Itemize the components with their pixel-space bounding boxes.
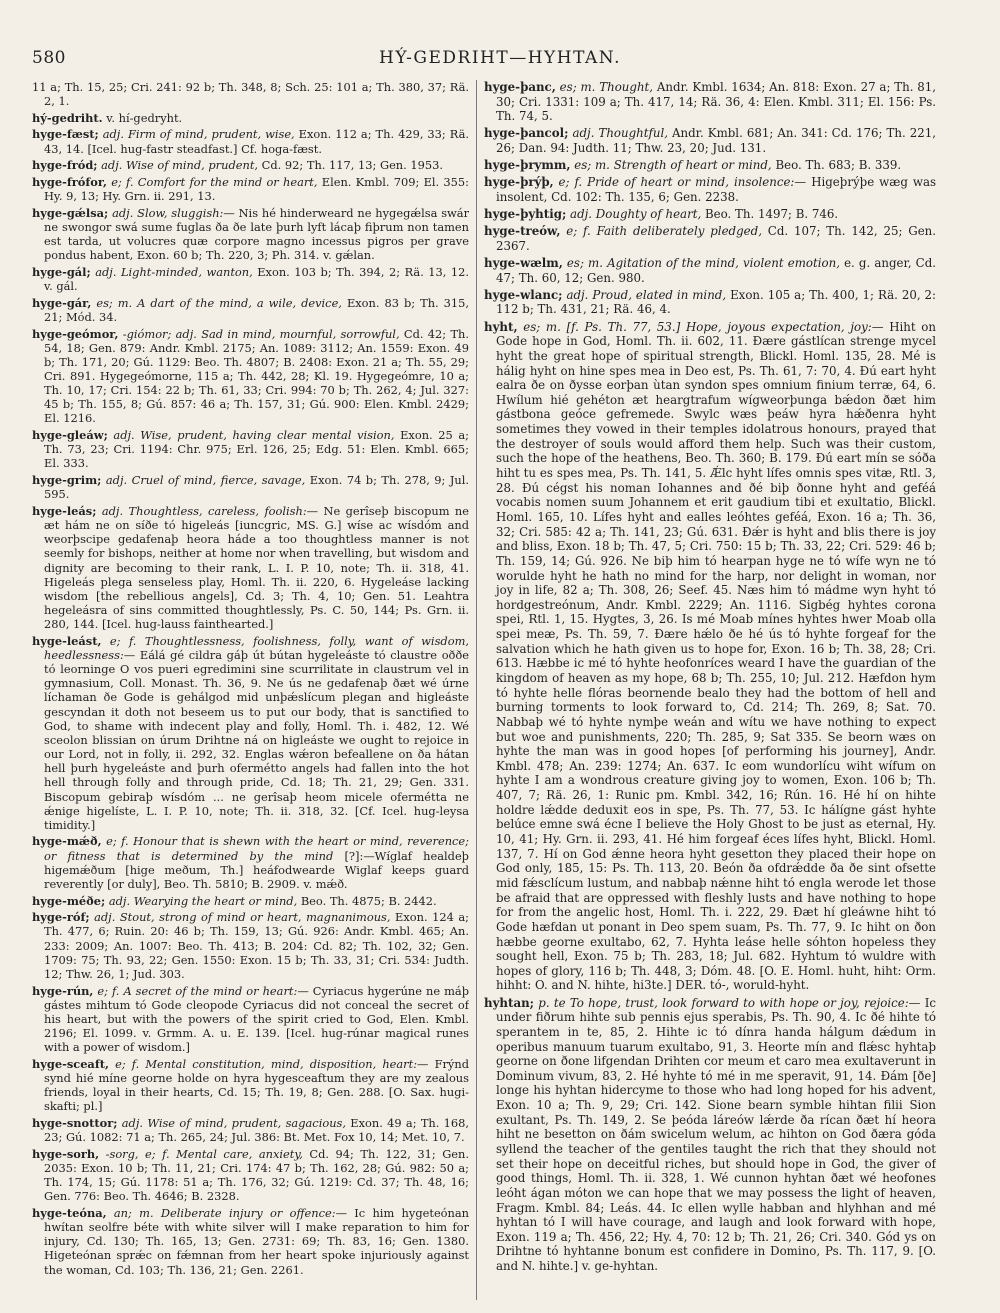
definition: Strength of heart or mind, <box>613 158 772 173</box>
definition: Doughty of heart, <box>595 207 702 222</box>
column-divider <box>476 80 477 1300</box>
dictionary-entry <box>484 320 936 993</box>
citations: Ic under fiðrum hihte sub pennis ejus sperabis, Ps. Th. 90, 4. Ic ðé hihte tó sperantem in te, 85, 2. Hihte ic tó dínra handa hálgum dǽdum in operibus manuum tuarum exultabo, 91, 3. Heorte mín and flǽsc hyhtaþ georne on ðone lifgendan Drihten cor meum et caro mea exultaverunt in Dominum vivum, 83, 2. Hé hyhte tó mé in me speravit, 91, 14. Ðám [ðe] longe his hyhtan hidercyme to those who had long hoped for his advent, Exon. 10 a; Th. 9, 29; Cri. 142. Sione bearn symble hihtan filii Sion exultant, Ps. Th. 149, 2. Se þeóda láreów lǽrde ða rícan ðæt hí heora hiht ne besetton on ðám swicelum welum, ac hihton on God ðæra góda syllend the teacher of the gentiles taught the rich that they should not set their hope on deceitful riches, but should hope in God, the giver of good things, Homl. Th. ii. 328, 1. Wé cunnon hyhtan ðæt wé heofones leóht ágan móton we can hope that we may possess the light of heaven, Fragm. Kmbl. 84; Leás. 44. Ic ellen wylle habban and hlyhhan and mé hyhtan tó I will have courage, and laugh and look forward with hope, Exon. 119 a; Th. 456, 22; Hy. 4, 70: 12 b; Th. 21, 26; Cri. 340. Gód ys on Drihtne tó hyhtanne bonum est confidere in Domino, Ps. Th. 117, 9. [O. and N. hihte.] v. ge-hyhtan. <box>496 995 936 1274</box>
grammar-note: e; f. <box>566 224 591 239</box>
grammar-note: an; m. <box>113 1205 154 1220</box>
citations: Frýnd synd hié míne georne holde on hyra hygesceaftum they are my zealous friends, loyal in their hearts, Cd. 15; Th. 19, 8; Gen. 288. [O. Sax. hugi-skafti; pl.] <box>44 1056 469 1114</box>
definition: Pride of heart or mind, insolence:— <box>587 175 807 190</box>
grammar-note: es; m. <box>96 295 133 310</box>
definition: Wise of mind, prudent, sagacious, <box>147 1115 346 1130</box>
headword: hyge-wælm, <box>484 256 563 271</box>
citations: Beo. Th. 683; B. 339. <box>775 158 902 173</box>
definition: Faith deliberately pledged, <box>596 224 762 239</box>
headword: hyge-fæst; <box>32 127 99 142</box>
definition: Deliberate injury or offence:— <box>160 1205 347 1220</box>
citations: Beo. Th. 4875; B. 2442. <box>300 893 437 908</box>
definition: A secret of the mind or heart:— <box>123 983 309 998</box>
grammar-note: adj. <box>566 287 589 302</box>
page-header <box>0 48 1000 76</box>
definition: Slow, sluggish:— <box>137 205 235 220</box>
dictionary-entry <box>32 175 469 203</box>
dictionary-entry <box>32 111 469 125</box>
grammar-note: e; f. <box>109 633 137 648</box>
citations: Exon. 105 a; Th. 400, 1; Rä. 20, 2: 112 b; Th. 431, 21; Rä. 46, 4. <box>496 287 936 317</box>
dictionary-entry <box>32 1057 469 1114</box>
definition: Wise of mind, prudent, <box>126 158 259 173</box>
citations: Andr. Kmbl. 681; An. 341: Cd. 176; Th. 221, 26; Dan. 94: Judth. 11; Thw. 23, 20; Jud. 131. <box>496 126 936 156</box>
dictionary-entry <box>32 296 469 324</box>
dictionary-entry <box>32 834 469 891</box>
citations: Cd. 107; Th. 142, 25; Gen. 2367. <box>496 224 936 253</box>
citations: Exon. 74 b; Th. 278, 9; Jul. 595. <box>44 473 469 502</box>
grammar-note: -sorg, e; f. <box>105 1146 170 1161</box>
headword: hyge-leás; <box>32 503 97 518</box>
dictionary-entry <box>32 158 469 172</box>
citations: Eálá gé cildra gáþ út bútan hygeleáste tó claustre oððe tó leorninge O vos pueri egredimini sine scurrilitate in claustrum vel in gymnasium, Coll. Monast. Th. 36, 9. Ne ús ne gedafenaþ ðæt wé úrne líchaman ðe Gode is gehálgod mid unþǽslícum plegan and higleáste gescyndan it doth not beseem us to put our body, that is sanctified to God, to shame with indecent play and folly, Homl. Th. i. 482, 12. Wé sceolon blissian on úrum Drihtne ná on higleáste we ought to rejoice in our Lord, not in folly, ii. 292, 32. Englas wǽron befeallene on ða hátan hell þurh hygeleáste and þurh ofermétto angels had fallen into the hot hell through folly and through pride, Cd. 18; Th. 21, 29; Gen. 331. Biscopum gebiraþ wísdóm ... ne gerîsaþ heom micele ofermétta ne ǽnige higelíste, L. I. P. 10, note; Th. ii. 318, 32. [Cf. Icel. hug-leysa timidity.] <box>44 647 469 832</box>
definition: Thought, <box>599 80 654 94</box>
grammar-note: adj. <box>95 264 117 279</box>
headword: hyge-snottor; <box>32 1115 118 1130</box>
headword: hyge-sceaft, <box>32 1056 109 1071</box>
citations: Nis hé hinderweard ne hygegǽlsa swár ne swongor swá sume fuglas ða ðe late þurh lyft lácaþ fiþrum non tamen est tarda, ut volucres quæ corpore magno incessus pigros per grave pondus habent, Exon. 60 b; Th. 220, 3; Ph. 314. v. gǽlan. <box>44 205 469 263</box>
dictionary-entry <box>32 327 469 426</box>
citations: 11 a; Th. 15, 25; Cri. 241: 92 b; Th. 348, 8; Sch. 25: 101 a; Th. 380, 37; Rä. 2, 1. <box>32 80 469 109</box>
definition: Sad in mind, mournful, sorrowful, <box>201 326 400 341</box>
headword: hyge-méðe; <box>32 893 106 908</box>
dictionary-entry <box>32 1147 469 1204</box>
headword: hyge-sorh, <box>32 1146 100 1161</box>
headword: hyge-fród; <box>32 158 98 173</box>
headword: hyge-rún, <box>32 983 94 998</box>
citations: Exon. 103 b; Th. 394, 2; Rä. 13, 12. v. gál. <box>44 264 469 294</box>
definition: Comfort for the mind or heart, <box>137 174 318 189</box>
citations: Hiht on Gode hope in God, Homl. Th. ii. 602, 11. Ðære gástlícan strenge mycel hyht the great hope of spiritual strength, Blickl. Homl. 135, 28. Mé is hálig hyht on hine spes mea in Deo est, Ps. Th. 61, 7: 70, 4. Ðú eart hyht ealra ðe on ðysse eorþan ùtan syndon spes omnium finium terræ, 64, 6. Hwílum hié gehéton æt heargtrafum wígweorþunga bǽdon ðæt him gástbona geóce gefremede. Swylc wæs þeáw hyra hǽðenra hyht sometimes they vowed in their temples idolatrous honours, prayed that the destroyer of souls would afford them help. Such was their custom, such the hope of the heathens, Beo. Th. 360; B. 179. Ðú eart mín se sóða hiht tu es spes mea, Ps. Th. 141, 5. Ǽlc hyht lífes omnis spes vitæ, Rtl. 3, 28. Ðú cégst his noman Iohannes and ðé biþ ðonne hyht and geféá vocabis nomen suum Johannem et erit gaudium tibi et exultatio, Blickl. Homl. 165, 10. Lífes hyht and ealles leóhtes geféá, Exon. 16 a; Th. 36, 32; Cri. 585: 42 a; Th. 141, 23; Gú. 631. Ðǽr is hyht and blis there is joy and bliss, Exon. 18 b; Th. 47, 5; Cri. 750: 15 b; Th. 33, 22; Cri. 529: 46 b; Th. 159, 14; Gú. 926. Ne biþ him tó hearpan hyge ne tó wífe wyn ne tó worulde hyht he hath no mind for the harp, nor delight in woman, nor joy in life, 82 a; Th. 308, 26; Seef. 45. Næs him tó mádme wyn hyht tó hordgestreónum, Andr. Kmbl. 2229; An. 1116. Sigbég hyhtes corona spei, Rtl. 1, 15. Hygtes, 3, 26. Is mé Moab mínes hyhtes hwer Moab olla spei meæ, Ps. Th. 59, 7. Ðære hǽlo ðe hé ús tó hyhte forgeaf for the salvation which he hath given us to hope for, Exon. 16 b; Th. 38, 28; Cri. 613. Hæbbe ic mé tó hyhte heofonríces weard I have the guardian of the kingdom of heaven as my hope, 68 b; Th. 255, 10; Jul. 212. Hæfdon hym tó hyhte helle flóras beornende bealo they had the bottom of hell and burning torments to look forward to, Cd. 214; Th. 269, 8; Sat. 70. Nabbaþ wé tó hyhte nymþe weán and wítu we have nothing to expect but woe and punishments, 220; Th. 285, 9; Sat 335. Se beorn wæs on hyhte the man was in good hopes [of performing his journey], Andr. Kmbl. 478; An. 239: 1274; An. 637. Ic eom wundorlícu wiht wífum on hyhte I am a wondrous creature giving joy to women, Exon. 106 b; Th. 407, 7; Rä. 26, 1: Runic pm. Kmbl. 342, 16; Rún. 16. Hé hí on hihte holdre lǽdde deduxit eos in spe, Ps. Th. 77, 53. Ic hálígne gást hyhte belúce emne swá écne I believe the Holy Ghost to be just as eternal, Hy. 10, 41; Hy. Grn. ii. 293, 41. Hé him forgeaf éces lífes hyht, Blickl. Homl. 137, 7. Hí on God ǽnne heora hyht gesetton they placed their hope on God only, 185, 15: Ps. Th. 113, 20. Beón ða ofdrǽdde ða ðe sint ofsette mid fǽsclícum lustum, and nabbaþ nǽnne hiht tó engla werode let those be afraid that are oppressed with fleshly lusts and have nothing to hope for from the angelic host, Homl. Th. i. 222, 29. Ðæt hí gleáwne hiht tó Gode hæfdan ut ponant in Deo spem suam, Ps. Th. 77, 9. Ic hiht on ðon hæbbe georne exultabo, 62, 7. Hyhta leáse helle sóhton hopeless they sought hell, Exon. 75 b; Th. 283, 18; Jul. 682. Hyhtum tó wuldre with hopes of glory, 116 b; Th. 448, 3; Dóm. 48. [O. E. Homl. huht, hiht: Orm. hihht: O. and N. hihte, hi3te.] DER. tó-, woruld-hyht. <box>496 319 936 993</box>
headword: hyge-mǽð, <box>32 834 102 849</box>
citations: Andr. Kmbl. 1634; An. 818: Exon. 27 a; Th. 81, 30; Cri. 1331: 109 a; Th. 417, 14; Rä. 36, 4: Elen. Kmbl. 311; El. 156: Ps. Th. 74, 5. <box>496 80 936 124</box>
headword: hyge-geómor, <box>32 326 119 341</box>
definition: Thoughtful, <box>598 126 668 141</box>
definition: Light-minded, wanton, <box>120 264 253 279</box>
right-column <box>484 80 936 1295</box>
dictionary-entry <box>484 996 936 1274</box>
definition: A dart of the mind, a wile, device, <box>137 295 342 310</box>
grammar-note: es; m. <box>559 80 596 94</box>
grammar-note: e; f. <box>97 983 120 998</box>
dictionary-entry <box>32 910 469 981</box>
dictionary-entry <box>32 984 469 1055</box>
dictionary-entry <box>32 504 469 631</box>
citations: Ne gerîseþ biscopum ne æt hám ne on síðe tó higeleás [iuncgric, MS. G.] wíse ac wísdóm and weorþscipe gedafenaþ heora háde a too thoughtless manner is not seemly for bishops, neither at home nor when travelling, but wisdom and dignity are becoming to their rank, L. I. P. 10, note; Th. ii. 318, 41. Higeleás plega senseless play, Homl. Th. ii. 220, 6. Hygeleáse lacking wisdom [the rebellious angels], Cd. 3; Th. 4, 10; Gen. 51. Leahtra hegeleásra of sins committed thoughtlessly, Ps. C. 50, 144; Ps. Grn. ii. 280, 144. [Icel. hug-lauss fainthearted.] <box>44 503 469 632</box>
grammar-note: adj. <box>94 910 116 925</box>
grammar-note: -giómor; adj. <box>122 326 197 341</box>
grammar-note: p. te <box>538 995 566 1010</box>
running-head: HÝ-GEDRIHT—HYHTAN. <box>379 48 621 68</box>
headword: hyge-gár, <box>32 295 92 310</box>
grammar-note: adj. <box>102 127 124 142</box>
definition: Mental constitution, mind, disposition, heart:— <box>145 1056 429 1071</box>
grammar-note: adj. <box>108 893 131 908</box>
dictionary-entry <box>484 175 936 204</box>
definition: To hope, trust, look forward to with hope or joy, rejoice:— <box>569 995 921 1010</box>
grammar-note: es; m. <box>566 256 603 271</box>
grammar-note: adj. <box>101 503 124 518</box>
citations: Cd. 42; Th. 54, 18; Gen. 879: Andr. Kmbl. 2175; An. 1089: 3112; An. 1559: Exon. 49 b; Th. 171, 20; Gú. 1129: Beo. Th. 4807; B. 2408: Exon. 21 a; Th. 55, 29; Cri. 891. Hygegeómorne, 115 a; Th. 442, 28; Kl. 19. Hygegeómre, 10 a; Th. 10, 17; Cri. 154: 22 b; Th. 61, 33; Cri. 994: 70 b; Th. 262, 4; Jul. 327: 45 b; Th. 155, 8; Gú. 857: 46 a; Th. 157, 31; Gú. 900: Elen. Kmbl. 2429; El. 1216. <box>44 326 469 426</box>
dictionary-entry <box>32 80 469 108</box>
page-number: 580 <box>32 48 66 68</box>
dictionary-entry <box>32 473 469 501</box>
definition: Thoughtless, careless, foolish:— <box>128 503 319 518</box>
headword: hyge-teóna, <box>32 1205 107 1220</box>
grammar-note: adj. <box>101 158 123 173</box>
dictionary-entry <box>32 894 469 908</box>
dictionary-entry <box>32 127 469 155</box>
definition: Hope, joyous expectation, joy:— <box>685 319 884 334</box>
headword: hyge-wlanc; <box>484 287 563 302</box>
citations: Higeþrýþe wæg was insolent, Cd. 102: Th. 135, 6; Gen. 2238. <box>496 175 936 204</box>
grammar-note: adj. <box>572 126 595 141</box>
dictionary-entry <box>32 428 469 470</box>
citations: Cd. 92; Th. 117, 13; Gen. 1953. <box>261 158 443 173</box>
definition: Honour that is shewn with the heart or mind, reverence; or fitness that is determined by the mind <box>44 834 469 863</box>
dictionary-entry <box>32 1206 469 1277</box>
headword: hyge-róf; <box>32 910 90 925</box>
citations: Exon. 112 a; Th. 429, 33; Rä. 43, 14. [Icel. hug-fastr steadfast.] Cf. hoga-fæst. <box>44 127 469 156</box>
citations: Exon. 25 a; Th. 73, 23; Cri. 1194: Chr. 975; Erl. 126, 25; Edg. 51: Elen. Kmbl. 665; El. 333. <box>44 428 469 471</box>
headword: hyge-gǽlsa; <box>32 205 109 220</box>
dictionary-entry <box>32 265 469 293</box>
dictionary-entry <box>484 158 936 173</box>
dictionary-entry <box>484 80 936 124</box>
definition: Wearying the heart or mind, <box>133 893 298 908</box>
citations: Exon. 49 a; Th. 168, 23; Gú. 1082: 71 a; Th. 265, 24; Jul. 386: Bt. Met. Fox 10, 14; Met. 10, 7. <box>44 1115 469 1145</box>
dictionary-entry <box>484 224 936 253</box>
definition: Cruel of mind, fierce, savage, <box>131 473 306 488</box>
dictionary-entry <box>484 256 936 285</box>
headword: hyge-grim; <box>32 473 102 488</box>
grammar-note: adj. <box>112 205 134 220</box>
grammar-note: e; f. <box>111 174 134 189</box>
definition: Thoughtlessness, foolishness, folly, want of wisdom, heedlessness:— <box>44 633 469 662</box>
grammar-note: adj. <box>105 473 128 488</box>
definition: Agitation of the mind, violent emotion, <box>607 256 840 271</box>
headword: hyge-gleáw; <box>32 428 108 443</box>
grammar-note: es; m. [f. Ps. Th. 77, 53.] <box>523 319 681 334</box>
dictionary-entry <box>32 206 469 263</box>
grammar-note: adj. <box>121 1115 144 1130</box>
citations: Cd. 94; Th. 122, 31; Gen. 2035: Exon. 10 b; Th. 11, 21; Cri. 174: 47 b; Th. 162, 28; Gú. 982: 50 a; Th. 174, 15; Gú. 1178: 51 a; Th. 176, 32; Gú. 1219: Cd. 37; Th. 48, 16; Gen. 776: Beo. Th. 4646; B. 2328. <box>44 1146 469 1204</box>
headword: hyge-þanc, <box>484 80 556 94</box>
dictionary-entry <box>32 634 469 832</box>
headword: hyge-frófor, <box>32 174 107 189</box>
headword: hyge-leást, <box>32 633 102 648</box>
headword: hý-gedriht. <box>32 110 103 125</box>
grammar-note: adj. <box>570 207 593 222</box>
definition: Stout, strong of mind or heart, magnanimous, <box>119 910 391 925</box>
grammar-note: adj. <box>113 428 135 443</box>
dictionary-entry <box>484 207 936 222</box>
dictionary-entry <box>484 126 936 155</box>
citations: Ic him hygeteónan hwítan seolfre béte with white silver will I make reparation to him for injury, Cd. 130; Th. 165, 13; Gen. 2731: 69; Th. 83, 16; Gen. 1380. Higeteónan sprǽc on fǽmnan from her heart spoke injuriously against the woman, Cd. 103; Th. 136, 21; Gen. 2261. <box>44 1205 469 1277</box>
headword: hyge-þrýþ, <box>484 175 554 190</box>
citations: Exon. 124 a; Th. 477, 6; Ruin. 20: 46 b; Th. 159, 13; Gú. 926: Andr. Kmbl. 465; An. 233: 2009; An. 1007: Beo. Th. 413; B. 204: Cd. 82; Th. 102, 32; Gen. 1709: 75; Th. 93, 22; Gen. 1550: Exon. 15 b; Th. 33, 31; Cri. 534: Judth. 12; Thw. 26, 1; Jud. 303. <box>44 910 469 981</box>
left-column <box>32 80 469 1295</box>
headword: hyge-þyhtig; <box>484 207 567 222</box>
headword: hyge-gál; <box>32 264 91 279</box>
headword: hyge-treów, <box>484 224 561 239</box>
headword: hyge-þancol; <box>484 126 569 141</box>
grammar-note: e; f. <box>106 834 129 849</box>
citations: [?]:—Wíglaf healdeþ higemǽðum [hige meðum, Th.] heáfodwearde Wiglaf keeps guard reverently [or duly], Beo. Th. 5810; B. 2909. v. mǽð. <box>44 848 469 891</box>
grammar-note: e; f. <box>115 1056 140 1071</box>
citations: Beo. Th. 1497; B. 746. <box>704 207 839 222</box>
citations: Cyriacus hygerúne ne máþ gástes mihtum tó Gode cleopode Cyriacus did not conceal the secret of his heart, but with the powers of the spirit cried to God, Elen. Kmbl. 2196; El. 1099. v. Grmm. A. u. E. 139. [Icel. hug-rúnar magical runes with a power of wisdom.] <box>44 983 469 1055</box>
headword: hyge-þrymm, <box>484 158 571 173</box>
citations: v. hí-gedryht. <box>106 110 183 125</box>
citations: Exon. 83 b; Th. 315, 21; Mód. 34. <box>44 295 469 324</box>
definition: Wise, prudent, having clear mental vision, <box>140 428 395 443</box>
citations: e. g. anger, Cd. 47; Th. 60, 12; Gen. 980. <box>496 256 936 285</box>
definition: Proud, elated in mind, <box>592 287 727 302</box>
definition: Firm of mind, prudent, wise, <box>127 127 295 142</box>
grammar-note: e; f. <box>558 175 583 190</box>
definition: Mental care, anxiety, <box>176 1146 303 1161</box>
headword: hyht, <box>484 319 518 334</box>
dictionary-entry <box>32 1116 469 1144</box>
grammar-note: es; m. <box>574 158 610 173</box>
headword: hyhtan; <box>484 995 535 1010</box>
dictionary-entry <box>484 288 936 317</box>
citations: Elen. Kmbl. 709; El. 355: Hy. 9, 13; Hy. Grn. ii. 291, 13. <box>44 174 469 204</box>
